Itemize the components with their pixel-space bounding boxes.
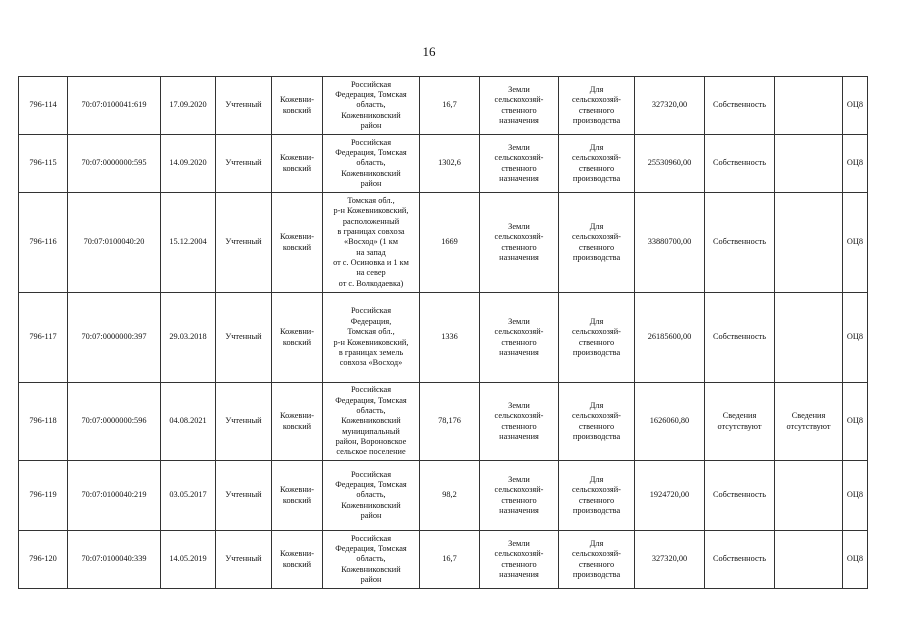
registration-date-cell: 15.12.2004 (161, 193, 216, 293)
permitted-use-cell: Для сельскохозяй- ственного производства (559, 293, 635, 383)
address-cell: Российская Федерация, Томская область, Кожевниковский муниципальный район, Вороновское сельское поселение (323, 383, 420, 461)
right-type-cell: Собственность (705, 461, 775, 531)
registration-date-cell: 14.09.2020 (161, 135, 216, 193)
table-row (19, 77, 868, 135)
district-cell: Кожевни- ковский (272, 293, 323, 383)
cadastral-number-cell: 70:07:0000000:397 (68, 293, 161, 383)
extra-info-cell (775, 193, 843, 293)
area-cell: 16,7 (420, 77, 480, 135)
land-registry-table (18, 76, 868, 589)
cadastral-value-cell: 33880700,00 (635, 193, 705, 293)
land-category-cell: Земли сельскохозяй- ственного назначения (480, 293, 559, 383)
registration-date-cell: 17.09.2020 (161, 77, 216, 135)
right-type-cell: Собственность (705, 135, 775, 193)
right-type-cell: Собственность (705, 293, 775, 383)
parcel-id-cell: 796-117 (19, 293, 68, 383)
status-cell: Учтенный (216, 193, 272, 293)
land-category-cell: Земли сельскохозяй- ственного назначения (480, 77, 559, 135)
area-cell: 78,176 (420, 383, 480, 461)
land-category-cell: Земли сельскохозяй- ственного назначения (480, 135, 559, 193)
district-cell: Кожевни- ковский (272, 461, 323, 531)
area-cell: 1336 (420, 293, 480, 383)
parcel-id-cell: 796-116 (19, 193, 68, 293)
cadastral-number-cell: 70:07:0100040:219 (68, 461, 161, 531)
right-type-cell: Собственность (705, 531, 775, 589)
permitted-use-cell: Для сельскохозяй- ственного производства (559, 461, 635, 531)
cadastral-value-cell: 25530960,00 (635, 135, 705, 193)
extra-info-cell (775, 461, 843, 531)
parcel-id-cell: 796-115 (19, 135, 68, 193)
table-row (19, 531, 868, 589)
cadastral-value-cell: 1626060,80 (635, 383, 705, 461)
cadastral-number-cell: 70:07:0000000:596 (68, 383, 161, 461)
status-cell: Учтенный (216, 531, 272, 589)
code-cell: ОЦ8 (843, 383, 868, 461)
code-cell: ОЦ8 (843, 293, 868, 383)
status-cell: Учтенный (216, 135, 272, 193)
status-cell: Учтенный (216, 293, 272, 383)
registration-date-cell: 04.08.2021 (161, 383, 216, 461)
code-cell: ОЦ8 (843, 531, 868, 589)
parcel-id-cell: 796-120 (19, 531, 68, 589)
cadastral-number-cell: 70:07:0100041:619 (68, 77, 161, 135)
registration-date-cell: 03.05.2017 (161, 461, 216, 531)
address-cell: Российская Федерация, Томская область, Кожевниковский район (323, 135, 420, 193)
land-category-cell: Земли сельскохозяй- ственного назначения (480, 531, 559, 589)
address-cell: Российская Федерация, Томская область, Кожевниковский район (323, 531, 420, 589)
parcel-id-cell: 796-118 (19, 383, 68, 461)
table-row (19, 193, 868, 293)
address-cell: Томская обл., р-н Кожевниковский, расположенный в границах совхоза «Восход» (1 км на запад от с. Осиновка и 1 км на север от с. Волкодаевка) (323, 193, 420, 293)
permitted-use-cell: Для сельскохозяй- ственного производства (559, 135, 635, 193)
table-row (19, 383, 868, 461)
status-cell: Учтенный (216, 77, 272, 135)
cadastral-value-cell: 327320,00 (635, 77, 705, 135)
cadastral-number-cell: 70:07:0000000:595 (68, 135, 161, 193)
district-cell: Кожевни- ковский (272, 531, 323, 589)
district-cell: Кожевни- ковский (272, 77, 323, 135)
extra-info-cell (775, 77, 843, 135)
cadastral-number-cell: 70:07:0100040:20 (68, 193, 161, 293)
right-type-cell: Собственность (705, 193, 775, 293)
table-row (19, 293, 868, 383)
table-row (19, 135, 868, 193)
area-cell: 1669 (420, 193, 480, 293)
status-cell: Учтенный (216, 461, 272, 531)
land-category-cell: Земли сельскохозяй- ственного назначения (480, 383, 559, 461)
permitted-use-cell: Для сельскохозяй- ственного производства (559, 531, 635, 589)
cadastral-value-cell: 26185600,00 (635, 293, 705, 383)
code-cell: ОЦ8 (843, 193, 868, 293)
registration-date-cell: 29.03.2018 (161, 293, 216, 383)
registration-date-cell: 14.05.2019 (161, 531, 216, 589)
table-row (19, 461, 868, 531)
right-type-cell: Сведения отсутствуют (705, 383, 775, 461)
code-cell: ОЦ8 (843, 135, 868, 193)
cadastral-value-cell: 1924720,00 (635, 461, 705, 531)
permitted-use-cell: Для сельскохозяй- ственного производства (559, 193, 635, 293)
district-cell: Кожевни- ковский (272, 193, 323, 293)
area-cell: 98,2 (420, 461, 480, 531)
status-cell: Учтенный (216, 383, 272, 461)
extra-info-cell: Сведения отсутствуют (775, 383, 843, 461)
address-cell: Российская Федерация, Томская область, Кожевниковский район (323, 461, 420, 531)
right-type-cell: Собственность (705, 77, 775, 135)
address-cell: Российская Федерация, Томская область, Кожевниковский район (323, 77, 420, 135)
area-cell: 1302,6 (420, 135, 480, 193)
extra-info-cell (775, 293, 843, 383)
extra-info-cell (775, 531, 843, 589)
land-category-cell: Земли сельскохозяй- ственного назначения (480, 461, 559, 531)
cadastral-value-cell: 327320,00 (635, 531, 705, 589)
address-cell: Российская Федерация, Томская обл., р-н Кожевниковский, в границах земель совхоза «Восход» (323, 293, 420, 383)
parcel-id-cell: 796-114 (19, 77, 68, 135)
extra-info-cell (775, 135, 843, 193)
district-cell: Кожевни- ковский (272, 383, 323, 461)
cadastral-number-cell: 70:07:0100040:339 (68, 531, 161, 589)
page-number: 16 (422, 44, 436, 59)
code-cell: ОЦ8 (843, 461, 868, 531)
land-category-cell: Земли сельскохозяй- ственного назначения (480, 193, 559, 293)
area-cell: 16,7 (420, 531, 480, 589)
code-cell: ОЦ8 (843, 77, 868, 135)
permitted-use-cell: Для сельскохозяй- ственного производства (559, 77, 635, 135)
district-cell: Кожевни- ковский (272, 135, 323, 193)
permitted-use-cell: Для сельскохозяй- ственного производства (559, 383, 635, 461)
parcel-id-cell: 796-119 (19, 461, 68, 531)
